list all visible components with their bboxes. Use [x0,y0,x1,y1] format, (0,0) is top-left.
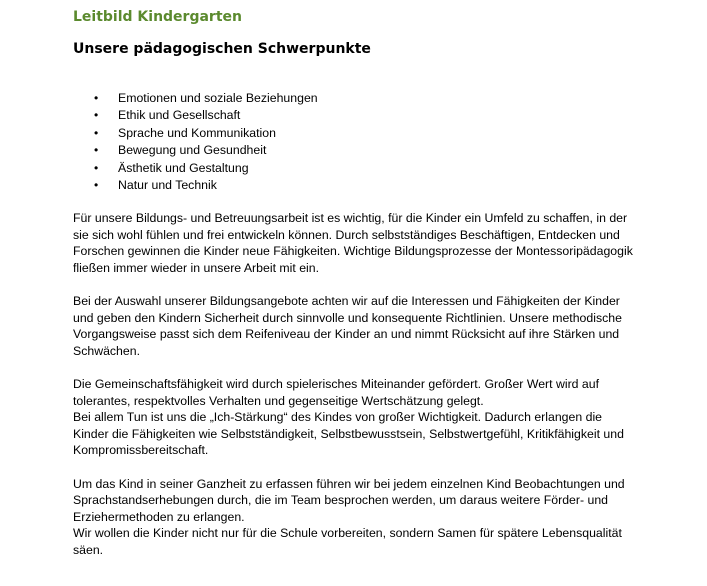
bullet-icon: • [94,177,99,192]
list-item [73,125,318,142]
focus-areas-list [73,90,318,194]
list-item [73,107,318,124]
text-line: tolerantes, respektvolles Verhalten und gegenseitige Wertschätzung gelegt. [73,393,484,408]
text-line: Bei der Auswahl unserer Bildungsangebote achten wir auf die Interessen und Fähigkeiten der Kinder [73,293,620,308]
list-item-label: Natur und Technik [118,177,217,192]
bullet-icon: • [94,143,99,158]
paragraph-educational-offers [73,293,693,359]
bullet-icon: • [94,160,99,175]
list-item [73,90,318,107]
text-line: Vorgangsweise passt sich dem Reifeniveau der Kinder an und nimmt Rücksicht auf ihre Stärken und [73,327,620,342]
text-line: Für unsere Bildungs- und Betreuungsarbeit ist es wichtig, für die Kinder ein Umfeld zu schaffen, in der [73,211,628,225]
body-text [73,210,693,575]
bullet-icon: • [94,91,99,105]
text-line: Um das Kind in seiner Ganzheit zu erfassen führen wir bei jedem einzelnen Kind Beobachtungen und [73,476,625,491]
text-line: Wir wollen die Kinder nicht nur für die Schule vorbereiten, sondern Samen für spätere Lebensqualität [73,526,622,541]
list-item-label: Emotionen und soziale Beziehungen [118,91,318,105]
text-line: Sprachstandserhebungen durch, die im Team besprochen werden, um daraus weitere Förder- und [73,493,608,508]
list-item [73,160,318,177]
text-line: säen. [73,542,104,557]
paragraph-learning-environment [73,210,693,276]
text-line: Kinder die Fähigkeiten wie Selbstständigkeit, Selbstbewusstsein, Selbstwertgefühl, Kritikfähigkeit und [73,426,624,441]
text-line: fließen immer wieder in unsere Arbeit mit ein. [73,260,320,275]
list-item-label: Ethik und Gesellschaft [118,108,241,123]
text-line: sie sich wohl fühlen und frei entwickeln können. Durch selbstständiges Beschäftigen, Entdecken und [73,227,620,242]
text-line: Schwächen. [73,343,140,358]
text-line: Erziehermethoden zu erlangen. [73,509,245,524]
bullet-icon: • [94,108,99,123]
section-heading: Unsere pädagogischen Schwerpunkte [73,41,371,57]
text-line: und geben den Kindern Sicherheit durch sinnvolle und konsequente Richtlinien. Unsere methodische [73,310,622,325]
text-line: Forschen gewinnen die Kinder neue Fähigkeiten. Wichtige Bildungsprozesse der Montessoripädagogik [73,244,633,259]
list-item [73,177,318,194]
list-item-label: Sprache und Kommunikation [118,125,276,140]
page-title: Leitbild Kindergarten [73,9,242,25]
text-line: Die Gemeinschaftsfähigkeit wird durch spielerisches Miteinander gefördert. Großer Wert wird auf [73,376,600,391]
paragraph-community [73,376,693,459]
text-line: Kompromissbereitschaft. [73,443,209,458]
paragraph-observation [73,476,693,559]
text-line: Bei allem Tun ist uns die „Ich-Stärkung“ des Kindes von großer Wichtigkeit. Dadurch erlangen die [73,410,603,425]
list-item-label: Bewegung und Gesundheit [118,143,267,158]
list-item-label: Ästhetik und Gestaltung [118,160,249,175]
list-item [73,142,318,159]
bullet-icon: • [94,125,99,140]
